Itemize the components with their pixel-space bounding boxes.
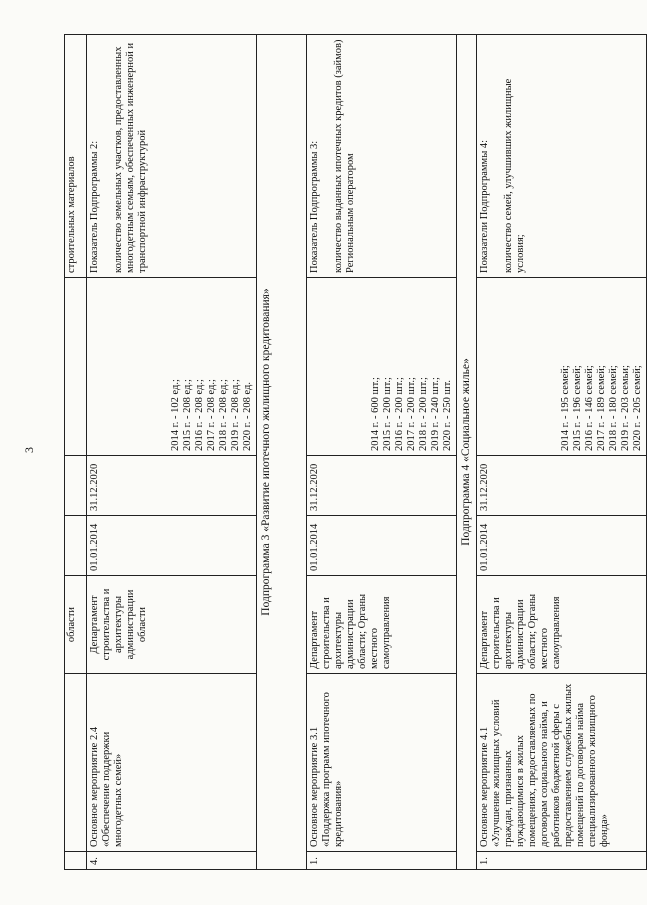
executor-name: Департамент строительства и архитектуры администрации области — [87, 576, 257, 674]
target-value: 2019 г. - 203 семьи; — [620, 365, 631, 451]
executor-name: Департамент строительства и архитектуры администрации области; Органы местного самоуправления — [477, 576, 647, 674]
end-date: 31.12.2020 — [87, 456, 257, 516]
indicator-title: Показатели Подпрограммы 4: — [479, 139, 490, 273]
start-date: 01.01.2014 — [87, 516, 257, 576]
target-value: 2018 г. - 200 шт.; — [418, 377, 429, 451]
measure-name: Основное мероприятие 2.4 «Обеспечение поддержки многодетных семей» — [87, 674, 257, 852]
row-number: 1. — [477, 852, 647, 870]
indicator-title: Показатель Подпрограммы 2: — [89, 140, 100, 273]
indicator-block — [477, 35, 647, 278]
end-date: 31.12.2020 — [307, 456, 457, 516]
target-value: 2016 г. - 146 семей; — [584, 365, 595, 451]
indicator-block — [307, 35, 457, 278]
end-date: 31.12.2020 — [477, 456, 647, 516]
target-value: 2018 г. - 208 ед.; — [218, 379, 229, 451]
start-date: 01.01.2014 — [307, 516, 457, 576]
table-row-measure-3-1 — [307, 35, 457, 870]
program-measures-table — [64, 34, 647, 870]
target-value: 2016 г. - 200 шт.; — [394, 377, 405, 451]
section-row-subprogram-3 — [257, 35, 307, 870]
target-value: 2019 г. - 208 ед.; — [230, 379, 241, 451]
target-values — [477, 278, 647, 456]
table-row-measure-4-1 — [477, 35, 647, 870]
indicator-cell: строительных материалов — [65, 35, 87, 278]
target-value: 2020 г. - 205 семей; — [632, 365, 643, 451]
table-row-measure-2-4 — [87, 35, 257, 870]
target-value: 2017 г. - 208 ед.; — [206, 379, 217, 451]
target-value: 2019 г. - 240 шт.; — [430, 377, 441, 451]
target-value: 2014 г. - 600 шт.; — [370, 377, 381, 451]
row-number: 4. — [87, 852, 257, 870]
indicator-text: количество земельных участков, предоставленных многодетным семьям, обеспеченных инженерной и транспортной инфраструктурой — [113, 42, 148, 273]
page-number: 3 — [22, 447, 36, 453]
measure-name: Основное мероприятие 3.1 «Поддержка программ ипотечного кредитования» — [307, 674, 457, 852]
target-value: 2017 г. - 200 шт.; — [406, 377, 417, 451]
start-date: 01.01.2014 — [477, 516, 647, 576]
target-value: 2014 г. - 102 ед.; — [170, 379, 181, 451]
target-value: 2015 г. - 200 шт.; — [382, 377, 393, 451]
row-number: 1. — [307, 852, 457, 870]
indicator-block — [87, 35, 257, 278]
indicator-text: количество семей, улучшивших жилищные условия; — [503, 78, 526, 273]
target-value: 2015 г. - 208 ед.; — [182, 379, 193, 451]
target-value: 2020 г. - 208 ед. — [242, 382, 253, 451]
indicator-title: Показатель Подпрограммы 3: — [309, 140, 320, 273]
target-values — [307, 278, 457, 456]
target-value: 2017 г. - 189 семей; — [596, 365, 607, 451]
target-value: 2014 г. - 195 семей; — [560, 365, 571, 451]
section-row-subprogram-4 — [457, 35, 477, 870]
table-row-continuation — [65, 35, 87, 870]
executor-cell: области — [65, 576, 87, 674]
indicator-text: количество выданных ипотечных кредитов (займов) Региональным оператором — [333, 39, 356, 273]
section-title: Подпрограмма 4 «Социальное жилье» — [457, 35, 477, 870]
target-values — [87, 278, 257, 456]
target-value: 2018 г. - 180 семей; — [608, 365, 619, 451]
measure-name: Основное мероприятие 4.1 «Улучшение жилищных условий граждан, признанных нуждающимися в жилых помещениях, предоставляемых по договорам социального найма, и работников бюджетной сферы с предоставлением служебных жилых помещений по договорам найма специализированного жилищного фонда» — [477, 674, 647, 852]
section-title: Подпрограмма 3 «Развитие ипотечного жилищного кредитования» — [257, 35, 307, 870]
target-value: 2016 г. - 208 ед.; — [194, 379, 205, 451]
program-table-sheet — [64, 35, 643, 870]
target-value: 2020 г. - 250 шт. — [442, 379, 453, 451]
target-value: 2015 г. - 196 семей; — [572, 365, 583, 451]
executor-name: Департамент строительства и архитектуры администрации области; Органы местного самоуправления — [307, 576, 457, 674]
